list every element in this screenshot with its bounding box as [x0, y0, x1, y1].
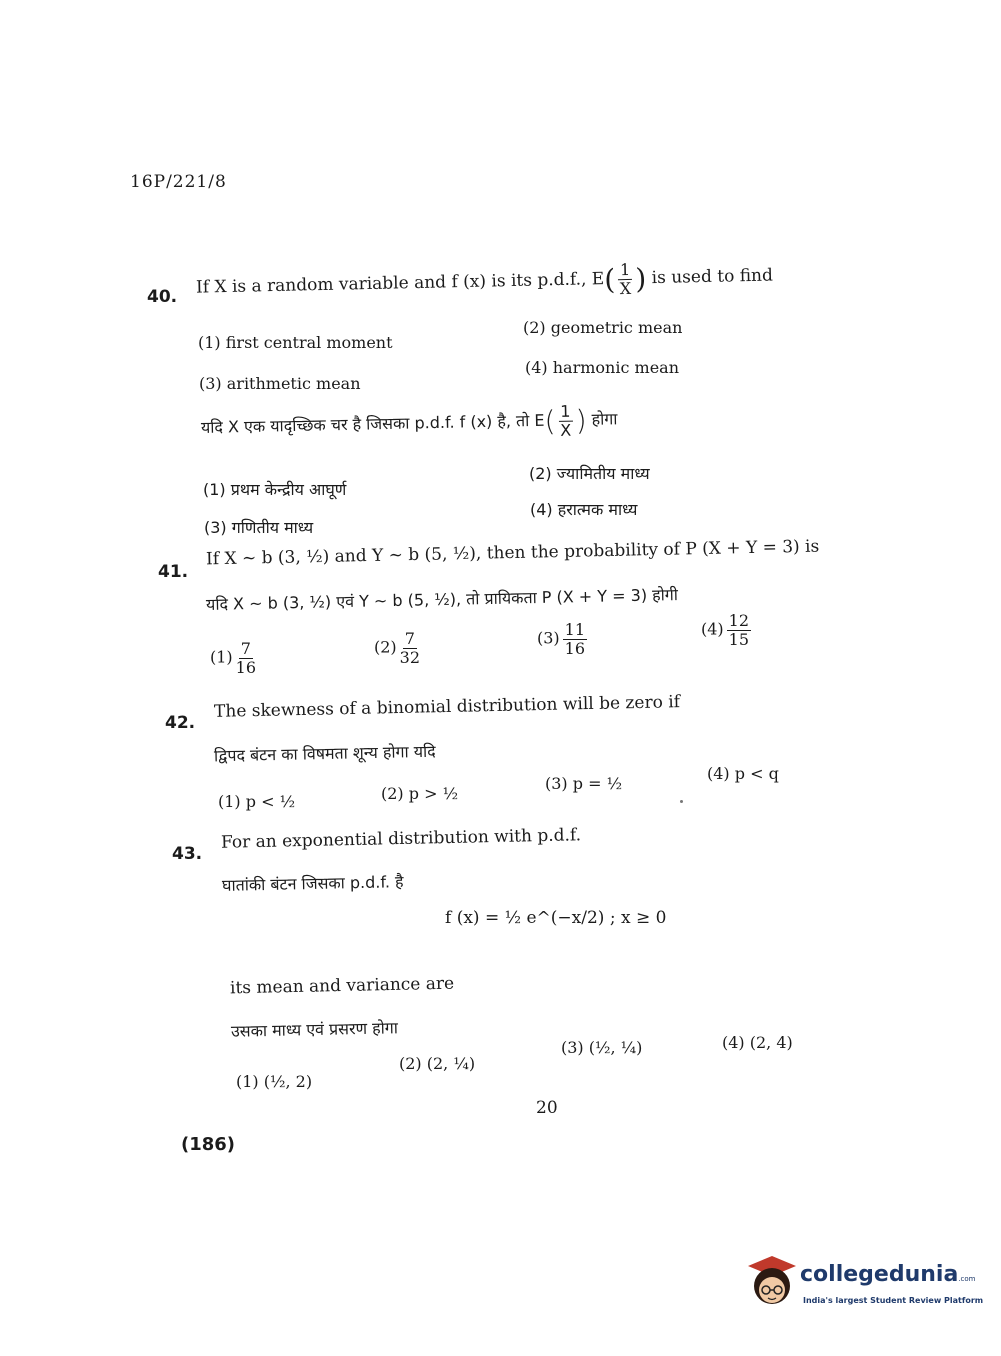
q41-text-hi: यदि X ~ b (3, ½) एवं Y ~ b (5, ½), तो प्रायिकता P (X + Y = 3) होगी	[205, 585, 679, 614]
q42-option-2: (2) p > ½	[381, 784, 459, 803]
q43-formula: f (x) = ½ e^(−x/2) ; x ≥ 0	[445, 908, 667, 928]
paper-code: 16P/221/8	[130, 172, 227, 192]
q43-option-1: (1) (½, 2)	[236, 1072, 313, 1091]
q40-option-2: (2) geometric mean	[523, 318, 683, 337]
q43-text-en-2: its mean and variance are	[229, 973, 455, 999]
q40-option-1: (1) first central moment	[198, 333, 393, 352]
q41-option-4: (4) $\frac{12}{15}$	[701, 611, 750, 649]
q41-option-2: (2) $\frac{7}{32}$	[374, 629, 421, 667]
page-number: 20	[536, 1098, 558, 1118]
q42-text-en: The skewness of a binomial distribution will be zero if	[213, 692, 681, 722]
booklet-code: (186)	[181, 1134, 236, 1155]
q40-stem-hi: यदि X एक यादृच्छिक चर है जिसका p.d.f. f (x) है, तो E	[200, 410, 545, 437]
q43-text-en: For an exponential distribution with p.d.f.	[220, 825, 582, 853]
collegedunia-logo	[742, 1252, 800, 1316]
q40-text-en: If X is a random variable and f (x) is its p.d.f., E( $\frac{1}{X}$ ) is used to find	[195, 259, 774, 298]
q40-stem-end: is used to find	[651, 265, 774, 289]
q42-text-hi: द्विपद बंटन का विषमता शून्य होगा यदि	[213, 741, 436, 766]
logo-tagline: India's largest Student Review Platform	[803, 1296, 984, 1305]
q43-number: 43.	[172, 844, 203, 864]
q40-stem: If X is a random variable and f (x) is its p.d.f., E	[195, 269, 605, 298]
q42-option-1: (1) p < ½	[218, 792, 296, 811]
q40-option-3: (3) arithmetic mean	[199, 374, 361, 393]
q43-option-3: (3) (½, ¼)	[561, 1038, 643, 1057]
q40-number: 40.	[147, 287, 178, 307]
q41-option-1: (1) $\frac{7}{16}$	[210, 639, 257, 677]
q40-option-4-hi: (4) हरात्मक माध्य	[530, 500, 638, 519]
q40-option-2-hi: (2) ज्यामितीय माध्य	[529, 464, 650, 483]
q43-option-4: (4) (2, 4)	[722, 1033, 793, 1052]
q40-option-3-hi: (3) गणितीय माध्य	[204, 518, 314, 537]
speck	[680, 800, 683, 803]
mascot-icon	[742, 1252, 800, 1312]
q40-option-4: (4) harmonic mean	[525, 358, 679, 377]
q43-text-hi: घातांकी बंटन जिसका p.d.f. है	[221, 872, 404, 895]
q40-fraction: $\frac{1}{X}$	[619, 259, 632, 298]
q42-option-4: (4) p < q	[707, 764, 779, 783]
q40-text-hi: यदि X एक यादृच्छिक चर है जिसका p.d.f. f (x) है, तो E( $\frac{1}{X}$ ) होगा	[200, 401, 618, 440]
q43-option-2: (2) (2, ¼)	[399, 1054, 476, 1073]
q40-fraction-hi: $\frac{1}{X}$	[560, 401, 572, 440]
q40-stem-hi-end: होगा	[591, 409, 618, 429]
q41-text-en: If X ~ b (3, ½) and Y ~ b (5, ½), then the probability of P (X + Y = 3) is	[205, 536, 820, 570]
q42-option-3: (3) p = ½	[545, 774, 623, 793]
logo-text: collegedunia.com	[800, 1262, 976, 1287]
q41-number: 41.	[158, 562, 189, 582]
q42-number: 42.	[165, 713, 196, 733]
q40-option-1-hi: (1) प्रथम केन्द्रीय आघूर्ण	[203, 480, 347, 499]
q43-text-hi-2: उसका माध्य एवं प्रसरण होगा	[230, 1018, 399, 1041]
q41-option-3: (3) $\frac{11}{16}$	[537, 620, 586, 658]
